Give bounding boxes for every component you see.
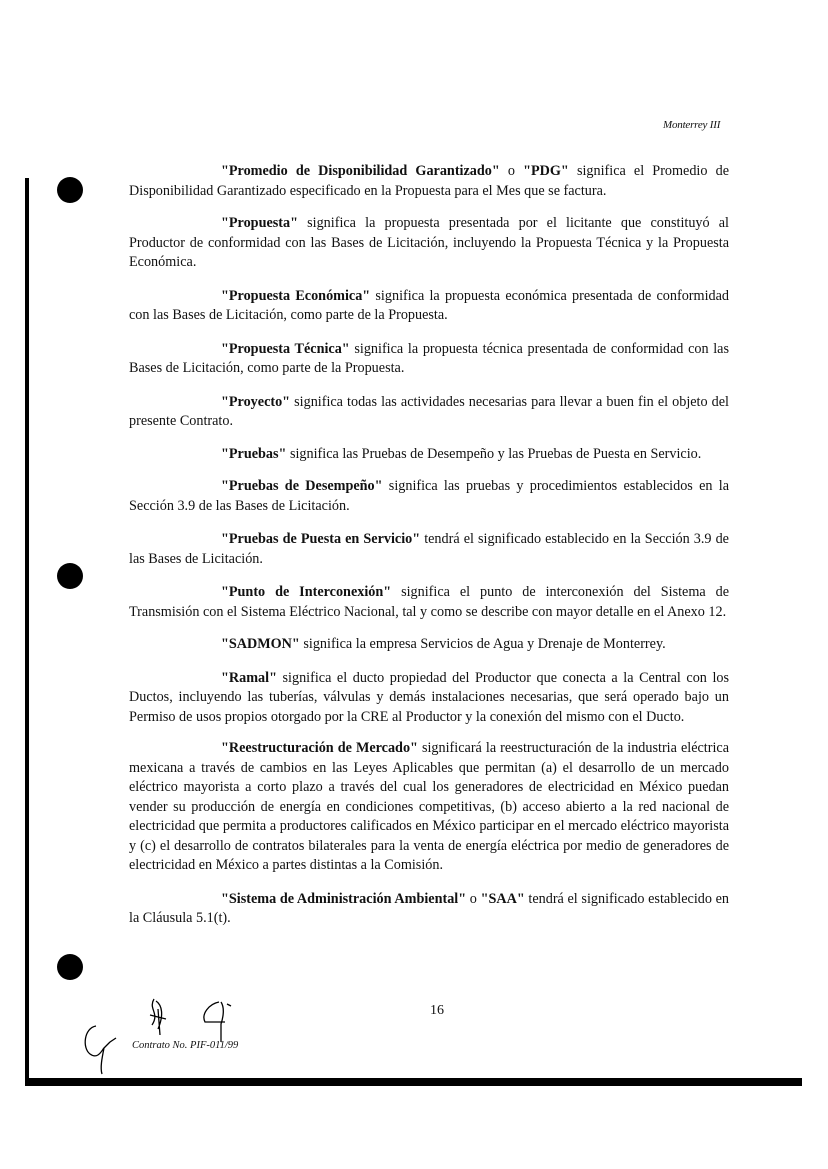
definition-paragraph (129, 287, 729, 326)
definition-text: significa el Promedio de Disponibilidad Garantizado especificado en la Propuesta para el Mes que se factura. (129, 163, 729, 199)
signature-initials-3 (80, 1020, 130, 1078)
definition-term: "Reestructuración de Mercado" (221, 740, 418, 756)
definition-paragraph (129, 530, 729, 569)
definition-paragraph (129, 340, 729, 379)
definition-text: significa las Pruebas de Desempeño y las Pruebas de Puesta en Servicio. (286, 445, 702, 462)
punch-hole (57, 954, 83, 980)
definition-text: significa la empresa Servicios de Agua y Drenaje de Monterrey. (299, 636, 666, 652)
definition-term: "Propuesta" (221, 215, 298, 231)
definition-term: "Propuesta Técnica" (221, 340, 350, 357)
definition-paragraph (129, 669, 729, 728)
definition-paragraph (129, 739, 729, 876)
page-number: 16 (430, 1003, 444, 1018)
contract-number: Contrato No. PIF-011/99 (132, 1040, 239, 1051)
definition-term: "Pruebas de Puesta en Servicio" (221, 531, 421, 547)
signature-initials-2 (195, 998, 240, 1043)
definition-term: "SADMON" (221, 636, 300, 652)
definitions-list (129, 162, 729, 929)
definition-paragraph (129, 890, 729, 929)
punch-hole (57, 177, 83, 203)
definition-paragraph (129, 583, 729, 622)
definition-term: "Pruebas de Desempeño" (221, 478, 383, 494)
header-project-name: Monterrey III (663, 119, 721, 131)
punch-hole (57, 563, 83, 589)
definition-connector: o (466, 890, 481, 907)
definition-term: "Propuesta Económica" (221, 287, 371, 304)
definition-connector: o (499, 163, 524, 179)
definition-text: tendrá el significado establecido en la Cláusula 5.1(t). (129, 890, 730, 926)
definition-term: "Proyecto" (221, 393, 291, 410)
definition-text: significa la propuesta presentada por el licitante que constituyó al Productor de conformidad con las Bases de Licitación, incluyendo la Propuesta Técnica y la Propuesta Económica. (129, 215, 729, 270)
signature-initials-1 (140, 995, 180, 1045)
definition-paragraph (129, 162, 729, 201)
definition-term: "Ramal" (221, 669, 277, 686)
definition-text: significa el ducto propiedad del Productor que conecta a la Central con los Ductos, incluyendo las tuberías, válvulas y demás instalaciones necesarias, que será operado bajo un Permiso de usos propios otorgado por la CRE al Productor y la conexión del mismo con el Ducto. (129, 669, 729, 725)
definition-term: "Sistema de Administración Ambiental" (221, 890, 467, 907)
definition-paragraph (129, 445, 729, 465)
definition-text: significará la reestructuración de la industria eléctrica mexicana a través de cambios en las Leyes Aplicables que permitan (a) el desarrollo de un mercado eléctrico mayorista a corto plazo a través del cual los generadores de electricidad en México puedan vender su producción de energía en condiciones competitivas, (b) acceso abierto a la red nacional de electricidad que permita a productores calificados en México participar en el mercado eléctrico mayorista y (c) el desarrollo de contratos bilaterales para la venta de energía eléctrica por medio de generadores de electricidad en México a partes distintas a la Comisión. (129, 740, 729, 873)
left-border-line (25, 178, 29, 1086)
definition-term: "Promedio de Disponibilidad Garantizado" (221, 163, 500, 179)
bottom-border-bar (25, 1078, 802, 1086)
definition-text: significa el punto de interconexión del Sistema de Transmisión con el Sistema Eléctrico Nacional, tal y como se describe con mayor detalle en el Anexo 12. (129, 584, 730, 620)
definition-text: tendrá el significado establecido en la Sección 3.9 de las Bases de Licitación. (129, 531, 729, 567)
definition-abbreviation: "SAA" (480, 890, 525, 907)
definition-paragraph (129, 214, 729, 273)
definition-text: significa la propuesta económica presentada de conformidad con las Bases de Licitación, como parte de la Propuesta. (129, 287, 729, 323)
definition-text: significa las pruebas y procedimientos establecidos en la Sección 3.9 de las Bases de Licitación. (129, 478, 730, 514)
definition-paragraph (129, 477, 729, 516)
definition-abbreviation: "PDG" (523, 163, 569, 179)
definition-paragraph (129, 635, 729, 655)
definition-text: significa la propuesta técnica presentada de conformidad con las Bases de Licitación, como parte de la Propuesta. (129, 340, 730, 376)
definition-paragraph (129, 393, 729, 432)
definition-text: significa todas las actividades necesarias para llevar a buen fin el objeto del presente Contrato. (129, 393, 729, 429)
definition-term: "Pruebas" (221, 445, 287, 462)
definition-term: "Punto de Interconexión" (221, 584, 392, 600)
